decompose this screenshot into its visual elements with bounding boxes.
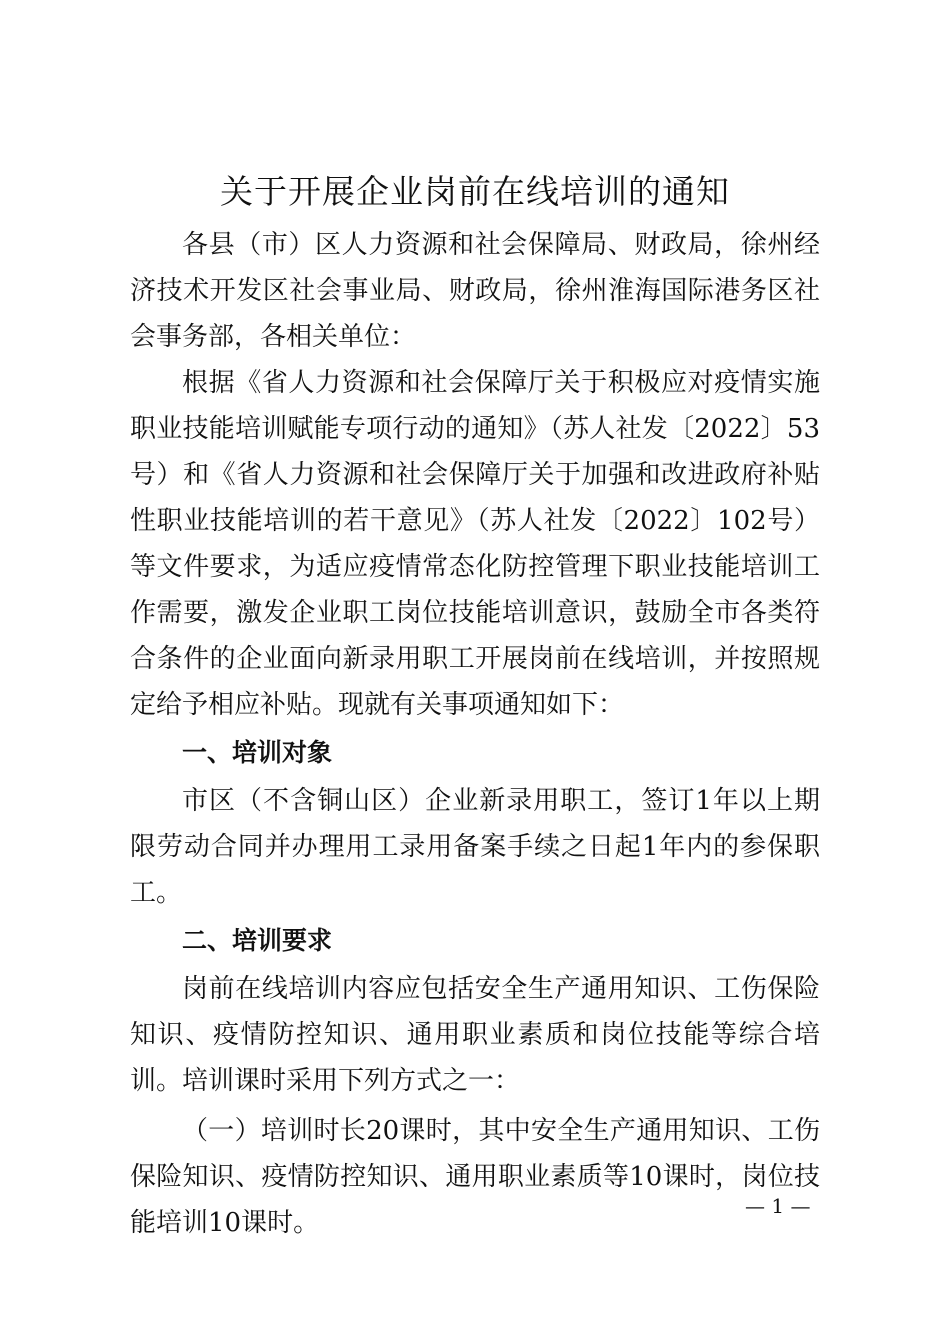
document-body: [130, 222, 820, 1246]
requirement-item-1: （一）培训时长20课时，其中安全生产通用知识、工伤保险知识、疫情防控知识、通用职业素质等10课时，岗位技能培训10课时。: [130, 1116, 820, 1238]
section-heading-training-requirements: 二、培训要求: [182, 926, 333, 955]
document-title: 关于开展企业岗前在线培训的通知: [220, 172, 730, 211]
intro-paragraph: 根据《省人力资源和社会保障厅关于积极应对疫情实施职业技能培训赋能专项行动的通知》（苏人社发〔2022〕53号）和《省人力资源和社会保障厅关于加强和改进政府补贴性职业技能培训的若干意见》（苏人社发〔2022〕102号）等文件要求，为适应疫情常态化防控管理下职业技能培训工作需要，激发企业职工岗位技能培训意识，鼓励全市各类符合条件的企业面向新录用职工开展岗前在线培训，并按照规定给予相应补贴。现就有关事项通知如下：: [130, 368, 820, 720]
section-paragraph-training-target: 市区（不含铜山区）企业新录用职工，签订1年以上期限劳动合同并办理用工录用备案手续之日起1年内的参保职工。: [130, 786, 820, 908]
section-heading-training-target: 一、培训对象: [182, 738, 333, 767]
page-number: — 1 —: [745, 1194, 811, 1218]
section-paragraph-training-requirements: 岗前在线培训内容应包括安全生产通用知识、工伤保险知识、疫情防控知识、通用职业素质和岗位技能等综合培训。培训课时采用下列方式之一：: [130, 974, 820, 1096]
addressee-paragraph: 各县（市）区人力资源和社会保障局、财政局，徐州经济技术开发区社会事业局、财政局，徐州淮海国际港务区社会事务部，各相关单位：: [130, 230, 820, 352]
